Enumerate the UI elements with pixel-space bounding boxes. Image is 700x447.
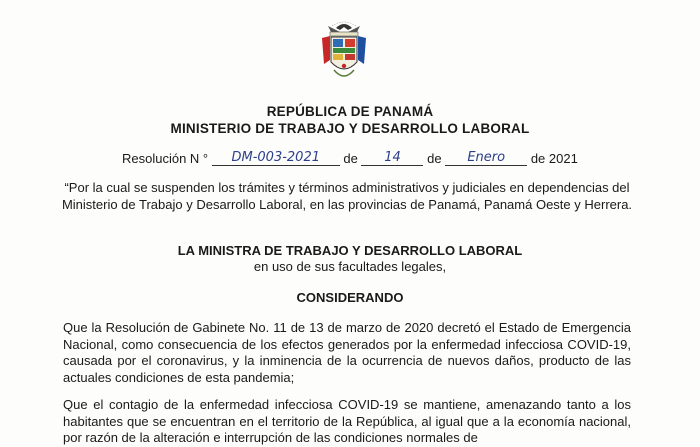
resolution-month: Enero [445, 150, 527, 166]
resolution-de-1: de [343, 151, 358, 166]
authority-title: LA MINISTRA DE TRABAJO Y DESARROLLO LABORAL [177, 243, 523, 258]
authority-subtitle: en uso de sus facultades legales, [253, 259, 447, 274]
resolution-label: Resolución N ° [122, 151, 209, 166]
considerando-heading: CONSIDERANDO [296, 290, 404, 305]
resolution-number: DM-003-2021 [212, 150, 340, 166]
paragraph-2: Que el contagio de la enfermedad infecciosa COVID-19 se mantiene, amenazando tanto a los habitantes que se encuentran en el territorio de la República, al igual que a la economía nacional, por razón de la alteración e interrupción de las condiciones normales de [63, 397, 631, 445]
resolution-year: de 2021 [530, 151, 578, 166]
paragraph-1: Que la Resolución de Gabinete No. 11 de 13 de marzo de 2020 decretó el Estado de Emergencia Nacional, como consecuencia de los efectos generados por la enfermedad infecciosa COVID-19, causada por el coronavirus, y la inminencia de la ocurrencia de nuevos daños, producto de las actuales condiciones de esta pandemia; [63, 320, 631, 385]
ministry-heading: MINISTERIO DE TRABAJO Y DESARROLLO LABORAL [170, 121, 530, 136]
resolution-line [122, 150, 578, 166]
resolution-day: 14 [361, 150, 423, 166]
resolution-de-2: de [427, 151, 442, 166]
country-heading: REPÚBLICA DE PANAMÁ [266, 104, 434, 119]
coat-of-arms-panama-icon [318, 20, 370, 84]
resolution-title-quote: “Por la cual se suspenden los trámites y términos administrativos y judiciales en dependencias del Ministerio de Trabajo y Desarrollo Laboral, en las provincias de Panamá, Panamá Oeste y Herrera. [61, 180, 633, 212]
